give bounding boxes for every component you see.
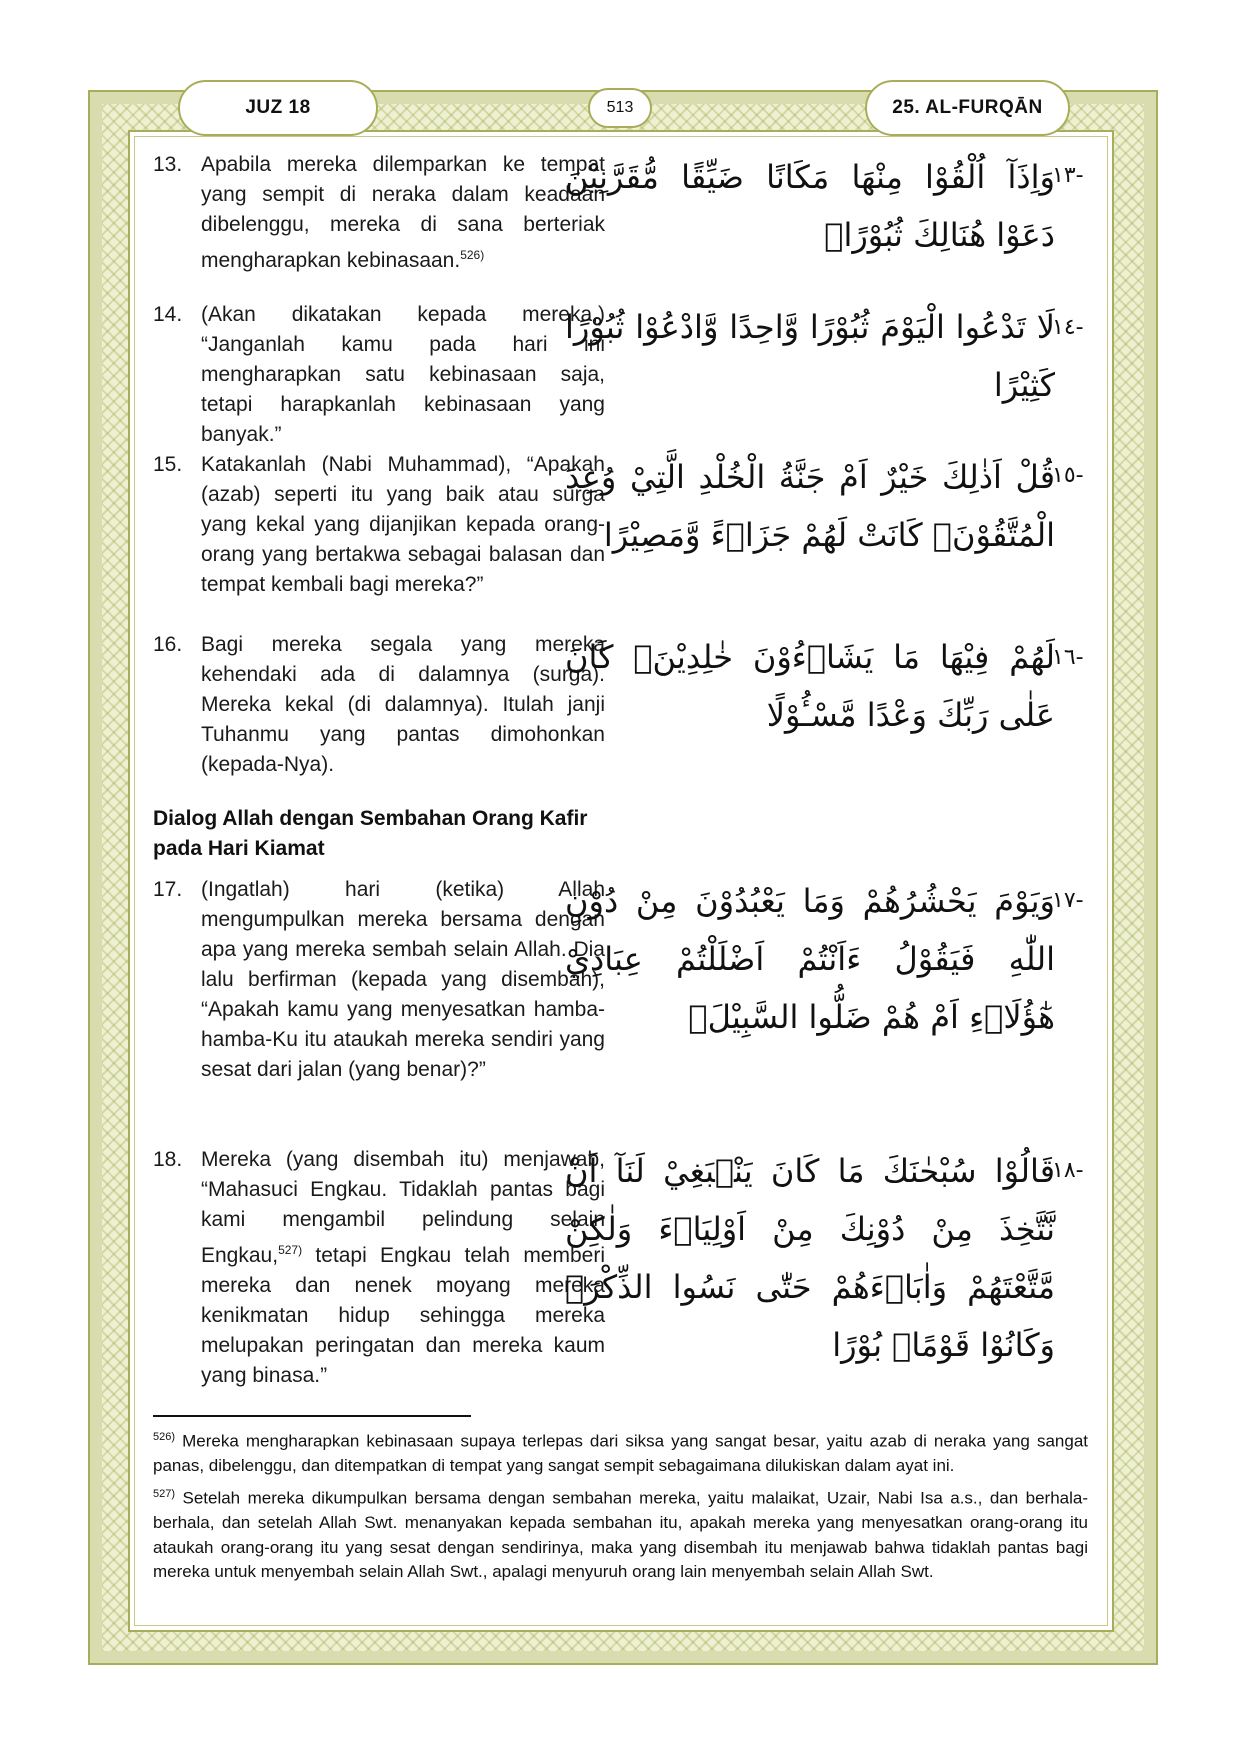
verse-number: 16. xyxy=(153,633,183,656)
arabic-verse-18: قَالُوْا سُبْحٰنَكَ مَا كَانَ يَنْۢبَغِيْ لَنَآ اَنْ نَّتَّخِذَ مِنْ دُوْنِكَ مِنْ اَوْلِيَاۤءَ وَلٰكِنْ مَّتَّعْتَهُمْ وَاٰبَاۤءَهُمْ حَتّٰى نَسُوا الذِّكْرَۚ وَكَانُوْا قَوْمًاۢ بُوْرًا xyxy=(565,1152,1055,1364)
surah-label: 25. AL-FURQĀN xyxy=(865,80,1070,136)
footnote-text: Setelah mereka dikumpulkan bersama dengan sembahan mereka, yaitu malaikat, Uzair, Nabi Isa a.s., dan berhala-berhala, dan setelah Allah Swt. menanyakan kepada sembahan itu, apakah mereka yang menyesatkan orang-orang itu ataukah orang-orang itu yang sesat dengan sendirinya, maka yang disembah itu menjawab bahwa tidaklah pantas bagi mereka untuk menyembah selain Allah Swt., apalagi menyuruh orang lain menyembah selain Allah Swt. xyxy=(153,1488,1088,1582)
footnote-ref-527[interactable]: 527) xyxy=(278,1243,303,1257)
footnote-526 xyxy=(153,1425,1088,1479)
verse-translation-17 xyxy=(153,875,605,1085)
arabic-verse-number-16: -١٦ xyxy=(1052,645,1084,670)
arabic-verse-17: وَيَوْمَ يَحْشُرُهُمْ وَمَا يَعْبُدُوْنَ مِنْ دُوْنِ اللّٰهِ فَيَقُوْلُ ءَاَنْتُمْ اَضْلَلْتُمْ عِبَادِيْ هٰٓؤُلَاۤءِ اَمْ هُمْ ضَلُّوا السَّبِيْلَۗ xyxy=(565,882,1055,1036)
arabic-verse-13: وَاِذَآ اُلْقُوْا مِنْهَا مَكَانًا ضَيِّقًا مُّقَرَّنِيْنَ دَعَوْا هُنَالِكَ ثُبُوْرًاۗ xyxy=(565,158,1055,254)
translation-text: Katakanlah (Nabi Muhammad), “Apakah (azab) seperti itu yang baik atau surga yang kekal yang dijanjikan kepada orang-orang yang bertakwa sebagai balasan dan tempat kembali bagi mereka?” xyxy=(201,453,605,596)
arabic-verse-15: قُلْ اَذٰلِكَ خَيْرٌ اَمْ جَنَّةُ الْخُلْدِ الَّتِيْ وُعِدَ الْمُتَّقُوْنَۗ كَانَتْ لَهُمْ جَزَاۤءً وَّمَصِيْرًا xyxy=(565,458,1055,554)
verse-translation-15 xyxy=(153,450,605,600)
footnote-ref-526[interactable]: 526) xyxy=(460,248,485,262)
arabic-verse-16: لَهُمْ فِيْهَا مَا يَشَاۤءُوْنَ خٰلِدِيْنَۗ كَانَ عَلٰى رَبِّكَ وَعْدًا مَّسْـُٔوْلًا xyxy=(565,638,1055,734)
arabic-verse-number-15: -١٥ xyxy=(1052,463,1084,488)
juz-label: JUZ 18 xyxy=(178,80,378,136)
verse-number: 17. xyxy=(153,878,183,901)
verse-number: 18. xyxy=(153,1148,183,1171)
footnote-divider xyxy=(153,1415,471,1417)
arabic-verse-number-18: -١٨ xyxy=(1052,1158,1084,1183)
verse-translation-13 xyxy=(153,150,605,276)
translation-text: Apabila mereka dilemparkan ke tempat yang sempit di neraka dalam keadaan dibelenggu, mereka di sana berteriak mengharapkan kebinasaan. xyxy=(201,153,605,272)
footnote-text: Mereka mengharapkan kebinasaan supaya terlepas dari siksa yang sangat besar, yaitu azab di neraka yang sangat panas, dibelenggu, dan ditempatkan di tempat yang sangat sempit sebagaimana dilukiskan dalam ayat ini. xyxy=(153,1431,1088,1476)
verse-translation-18 xyxy=(153,1145,605,1391)
verse-translation-16 xyxy=(153,630,605,780)
footnote-marker: 526) xyxy=(153,1431,176,1443)
footnote-527 xyxy=(153,1482,1088,1585)
page-number: 513 xyxy=(588,88,652,128)
arabic-verse-number-17: -١٧ xyxy=(1052,888,1084,913)
verse-number: 13. xyxy=(153,153,183,176)
translation-text: Bagi mereka segala yang mereka kehendaki ada di dalamnya (surga). Mereka kekal (di dalamnya). Itulah janji Tuhanmu yang pantas dimohonkan (kepada-Nya). xyxy=(201,633,605,776)
verse-translation-14 xyxy=(153,300,605,450)
translation-text: (Akan dikatakan kepada mereka,) “Janganlah kamu pada hari ini mengharapkan satu kebinasaan saja, tetapi harapkanlah kebinasaan yang banyak.” xyxy=(201,303,605,446)
section-heading: Dialog Allah dengan Sembahan Orang Kafir pada Hari Kiamat xyxy=(153,807,588,860)
translation-text-part1: Mereka (yang disembah itu) menjawab, “Mahasuci Engkau. Tidaklah pantas bagi kami mengambil pelindung selain Engkau, xyxy=(201,1148,605,1267)
translation-text: (Ingatlah) hari (ketika) Allah mengumpulkan mereka bersama dengan apa yang mereka sembah selain Allah. Dia lalu berfirman (kepada yang disembah), “Apakah kamu yang menyesatkan hamba-hamba-Ku itu ataukah mereka sendiri yang sesat dari jalan (yang benar)?” xyxy=(201,878,605,1081)
arabic-verse-14: لَا تَدْعُوا الْيَوْمَ ثُبُوْرًا وَّاحِدًا وَّادْعُوْا ثُبُوْرًا كَثِيْرًا xyxy=(565,308,1055,404)
arabic-verse-number-13: -١٣ xyxy=(1052,163,1084,188)
arabic-verse-number-14: -١٤ xyxy=(1052,315,1084,340)
verse-number: 14. xyxy=(153,303,183,326)
footnote-marker: 527) xyxy=(153,1488,176,1500)
verse-number: 15. xyxy=(153,453,183,476)
translation-text-part2: tetapi Engkau telah memberi mereka dan nenek moyang mereka kenikmatan hidup sehingga mereka melupakan peringatan dan mereka kaum yang binasa.” xyxy=(201,1244,605,1387)
